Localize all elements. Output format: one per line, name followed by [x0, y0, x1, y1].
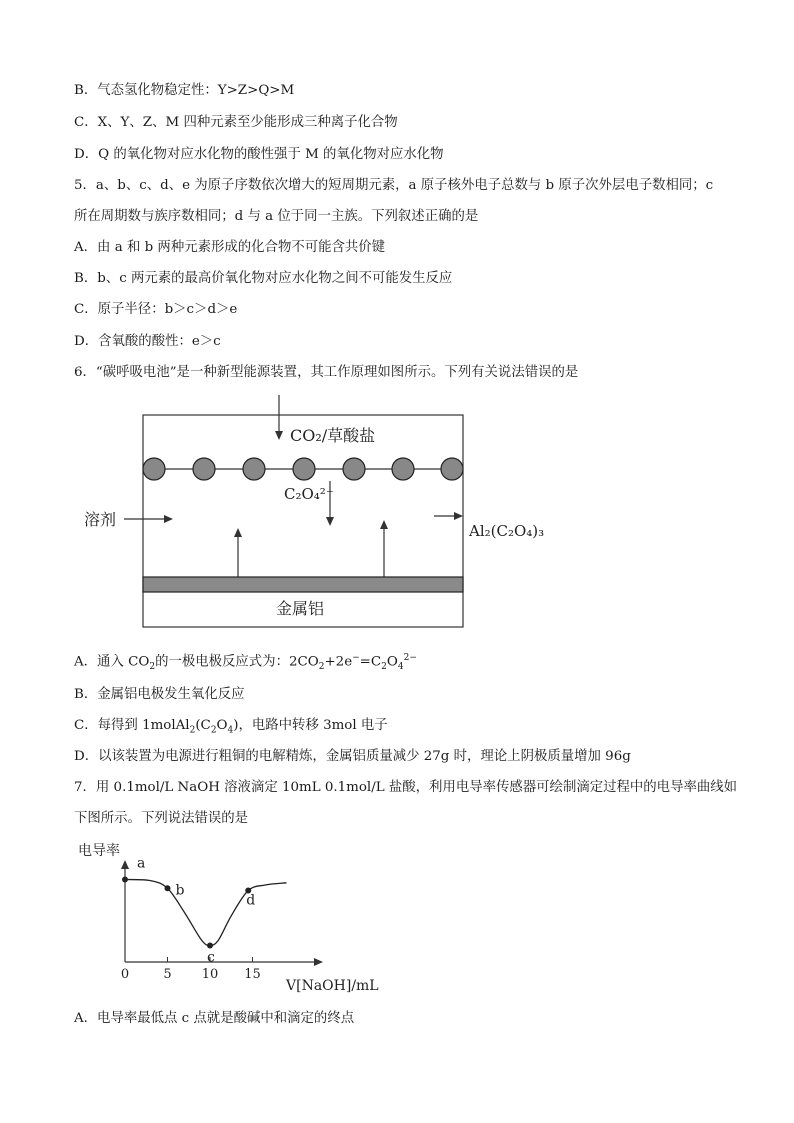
cell-box [143, 415, 463, 627]
point-b [165, 885, 171, 891]
conductivity-chart [74, 838, 394, 1000]
q7-stem-line2: 下图所示。下列说法错误的是 [74, 811, 249, 826]
point-label-d: d [246, 892, 256, 909]
q6-option-d: D．以该装置为电源进行粗铜的电解精炼，金属铝质量减少 27g 时，理论上阴极质量增加 96g [74, 749, 631, 764]
q5-option-b: B．b、c 两元素的最高价氧化物对应水化物之间不可能发生反应 [74, 271, 453, 286]
point-a [122, 877, 128, 883]
q5-option-d: D．含氧酸的酸性：e＞c [74, 334, 221, 349]
q6-option-a: A．通入 $CO_2$的一极电极反应式为：$2CO_2+2e^-=C_2O_4^{2-}$ [74, 653, 417, 673]
chart-ylabel: 电导率 [78, 843, 120, 859]
q5-option-a: A．由 a 和 b 两种元素形成的化合物不可能含共价键 [74, 240, 386, 255]
q7-stem-line1: 7．用 0.1mol/L NaOH 溶液滴定 10mL 0.1mol/L 盐酸，利用电导率传感器可绘制滴定过程中的电导率曲线如 [74, 780, 738, 795]
x-tick-label: 0 [120, 967, 130, 982]
oxalate-ion-label: C₂O₄²⁻ [284, 485, 334, 503]
co2-oxalate-label: CO₂/草酸盐 [290, 426, 376, 445]
point-label-c: c [207, 949, 215, 966]
point-c [207, 943, 213, 949]
x-tick-label: 15 [244, 967, 261, 982]
chart-xlabel: V[NaOH]/mL [286, 978, 379, 994]
q5-stem-line2: 所在周期数与族序数相同；d 与 a 位于同一主族。下列叙述正确的是 [74, 209, 479, 224]
aluminum-electrode [143, 577, 463, 592]
product-label: Al₂(C₂O₄)₃ [469, 522, 545, 540]
point-label-b: b [175, 882, 185, 899]
aluminum-label: 金属铝 [276, 599, 325, 618]
point-label-a: a [137, 855, 146, 872]
q4-option-d: D．Q 的氧化物对应水化物的酸性强于 M 的氧化物对应水化物 [74, 147, 444, 162]
solvent-label: 溶剂 [84, 510, 117, 529]
q4-option-b: B．气态氢化物稳定性：Y>Z>Q>M [74, 83, 295, 98]
conductivity-curve [125, 880, 287, 946]
x-tick-label: 5 [163, 967, 172, 982]
q6-stem: 6．“碳呼吸电池”是一种新型能源装置，其工作原理如图所示。下列有关说法错误的是 [74, 365, 579, 380]
q6-option-b: B．金属铝电极发生氧化反应 [74, 687, 245, 702]
q5-stem-line1: 5．a、b、c、d、e 为原子序数依次增大的短周期元素，a 原子核外电子总数与 b 原子次外层电子数相同；c [74, 178, 714, 193]
q5-option-c: C．原子半径：b＞c＞d＞e [74, 302, 238, 317]
q6-option-c: C．每得到 $1molAl_2(C_2O_4)$，电路中转移 3mol 电子 [74, 718, 388, 736]
battery-diagram [74, 395, 574, 635]
q7-option-a: A．电导率最低点 c 点就是酸碱中和滴定的终点 [74, 1011, 355, 1026]
x-tick-label: 10 [201, 967, 219, 982]
q4-option-c: C．X、Y、Z、M 四种元素至少能形成三种离子化合物 [74, 115, 398, 130]
